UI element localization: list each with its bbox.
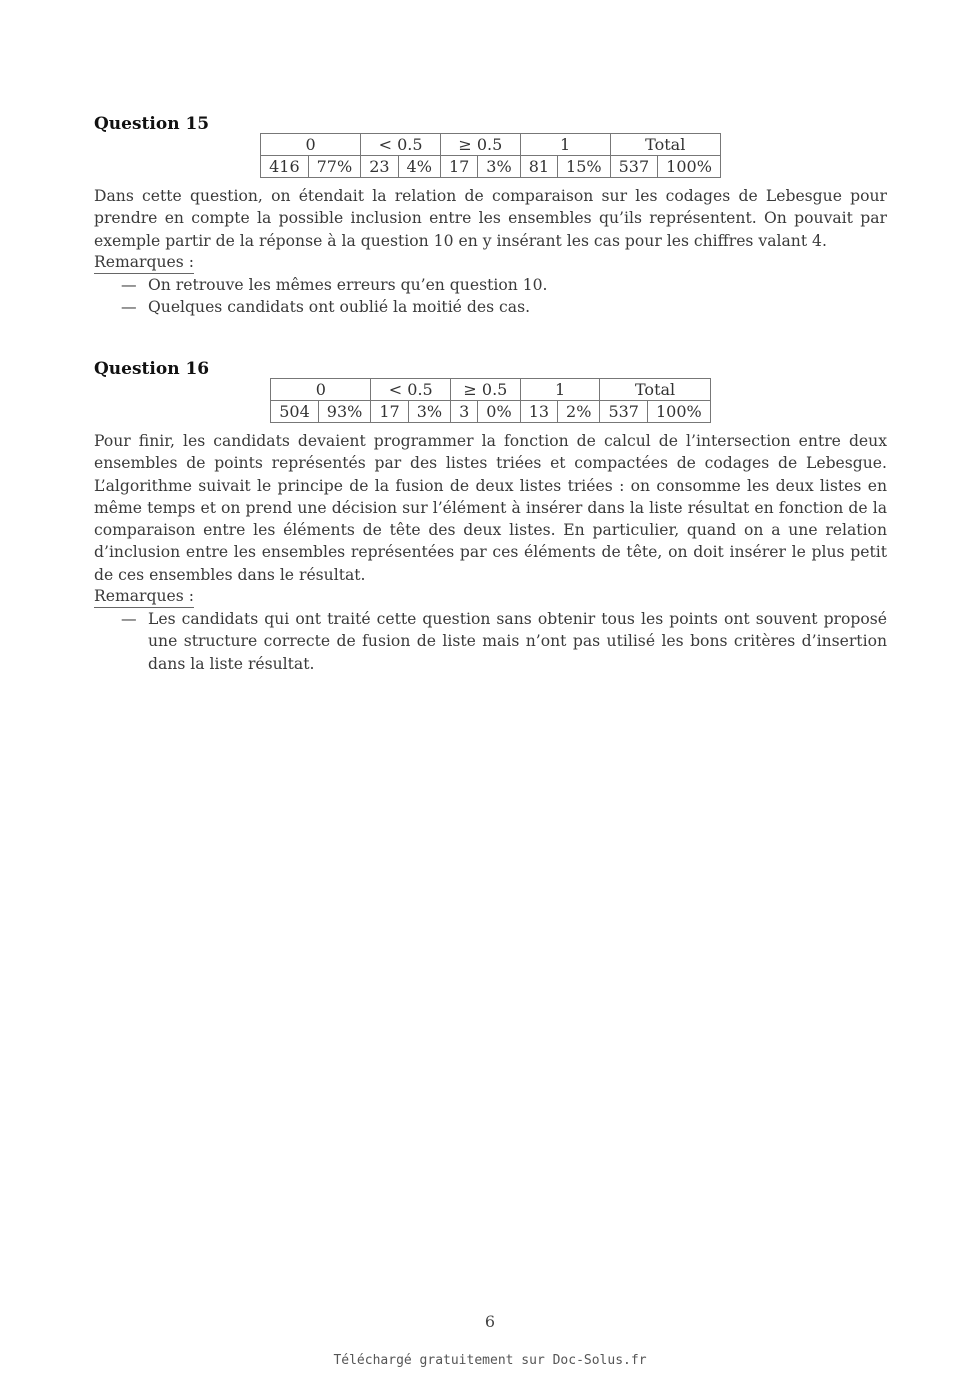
- question-15-score-table: [260, 133, 721, 178]
- table-header-cell: 1: [520, 379, 600, 401]
- question-15-paragraph: Dans cette question, on étendait la relation de comparaison sur les codages de Lebesgue pour prendre en compte la possible inclusion entre les ensembles qu’ils représentent. On pouvait par exemple partir de la réponse à la question 10 en y insérant les cas pour les chiffres valant 4.: [94, 187, 887, 250]
- footer-download-note: Téléchargé gratuitement sur Doc-Solus.fr: [333, 1353, 647, 1368]
- table-cell: 17: [371, 401, 408, 423]
- table-row: [261, 156, 721, 178]
- dash-bullet: —: [121, 610, 137, 629]
- table-header-cell: Total: [610, 134, 720, 156]
- table-header-cell: 0: [271, 379, 371, 401]
- question-16-score-table: [270, 378, 710, 423]
- table-cell: 17: [440, 156, 477, 178]
- table-cell: 2%: [558, 401, 600, 423]
- table-header-cell: ≥ 0.5: [451, 379, 521, 401]
- page-number: 6: [484, 1312, 496, 1331]
- table-header-row: [271, 379, 710, 401]
- dash-bullet: —: [121, 298, 137, 317]
- table-cell: 3%: [478, 156, 520, 178]
- remark-text: On retrouve les mêmes erreurs qu’en question 10.: [148, 275, 548, 294]
- table-row: [271, 401, 710, 423]
- question-16-paragraph: Pour finir, les candidats devaient programmer la fonction de calcul de l’intersection entre deux ensembles de points représentés par des listes triées et compactées de codages de Lebesgue. L’algorithme suivait le principe de la fusion de deux listes triées : on consomme les deux listes en même temps et on prend une décision sur l’élément à insérer dans la liste résultat en fonction de la comparaison entre les éléments de tête des deux listes. En particulier, quand on a une relation d’inclusion entre les ensembles représentées par ces éléments de tête, on doit insérer le plus petit de ces ensembles dans le résultat.: [94, 432, 887, 584]
- table-cell: 13: [520, 401, 557, 423]
- table-cell: 537: [610, 156, 658, 178]
- remark-text: Quelques candidats ont oublié la moitié des cas.: [148, 298, 531, 317]
- list-item: [94, 608, 887, 675]
- table-header-cell: ≥ 0.5: [440, 134, 520, 156]
- table-header-cell: 1: [520, 134, 610, 156]
- table-cell: 100%: [647, 401, 710, 423]
- table-cell: 504: [271, 401, 319, 423]
- question-15-title: Question 15: [94, 114, 210, 134]
- table-cell: 100%: [658, 156, 721, 178]
- table-cell: 0%: [478, 401, 520, 423]
- table-cell: 416: [261, 156, 309, 178]
- table-header-cell: 0: [261, 134, 361, 156]
- table-cell: 15%: [558, 156, 611, 178]
- dash-bullet: —: [121, 275, 137, 294]
- table-cell: 3%: [408, 401, 450, 423]
- table-cell: 23: [361, 156, 398, 178]
- question-16-title: Question 16: [94, 359, 210, 379]
- table-header-row: [261, 134, 721, 156]
- question-15-remarks-list: [94, 274, 887, 319]
- question-15-remarks-label: Remarques :: [94, 252, 194, 274]
- table-cell: 537: [600, 401, 648, 423]
- table-header-cell: Total: [600, 379, 710, 401]
- list-item: [94, 296, 887, 318]
- table-cell: 4%: [398, 156, 440, 178]
- table-header-cell: < 0.5: [371, 379, 451, 401]
- table-cell: 77%: [308, 156, 361, 178]
- list-item: [94, 274, 887, 296]
- table-cell: 81: [520, 156, 557, 178]
- remark-text: Les candidats qui ont traité cette question sans obtenir tous les points ont souvent proposé une structure correcte de fusion de liste mais n’ont pas utilisé les bons critères d’insertion dans la liste résultat.: [148, 610, 887, 673]
- question-16-remarks-list: [94, 608, 887, 675]
- question-15-section: [94, 113, 887, 318]
- question-16-remarks-label: Remarques :: [94, 586, 194, 608]
- table-cell: 93%: [318, 401, 371, 423]
- table-header-cell: < 0.5: [361, 134, 441, 156]
- question-16-section: [94, 358, 887, 675]
- table-cell: 3: [451, 401, 478, 423]
